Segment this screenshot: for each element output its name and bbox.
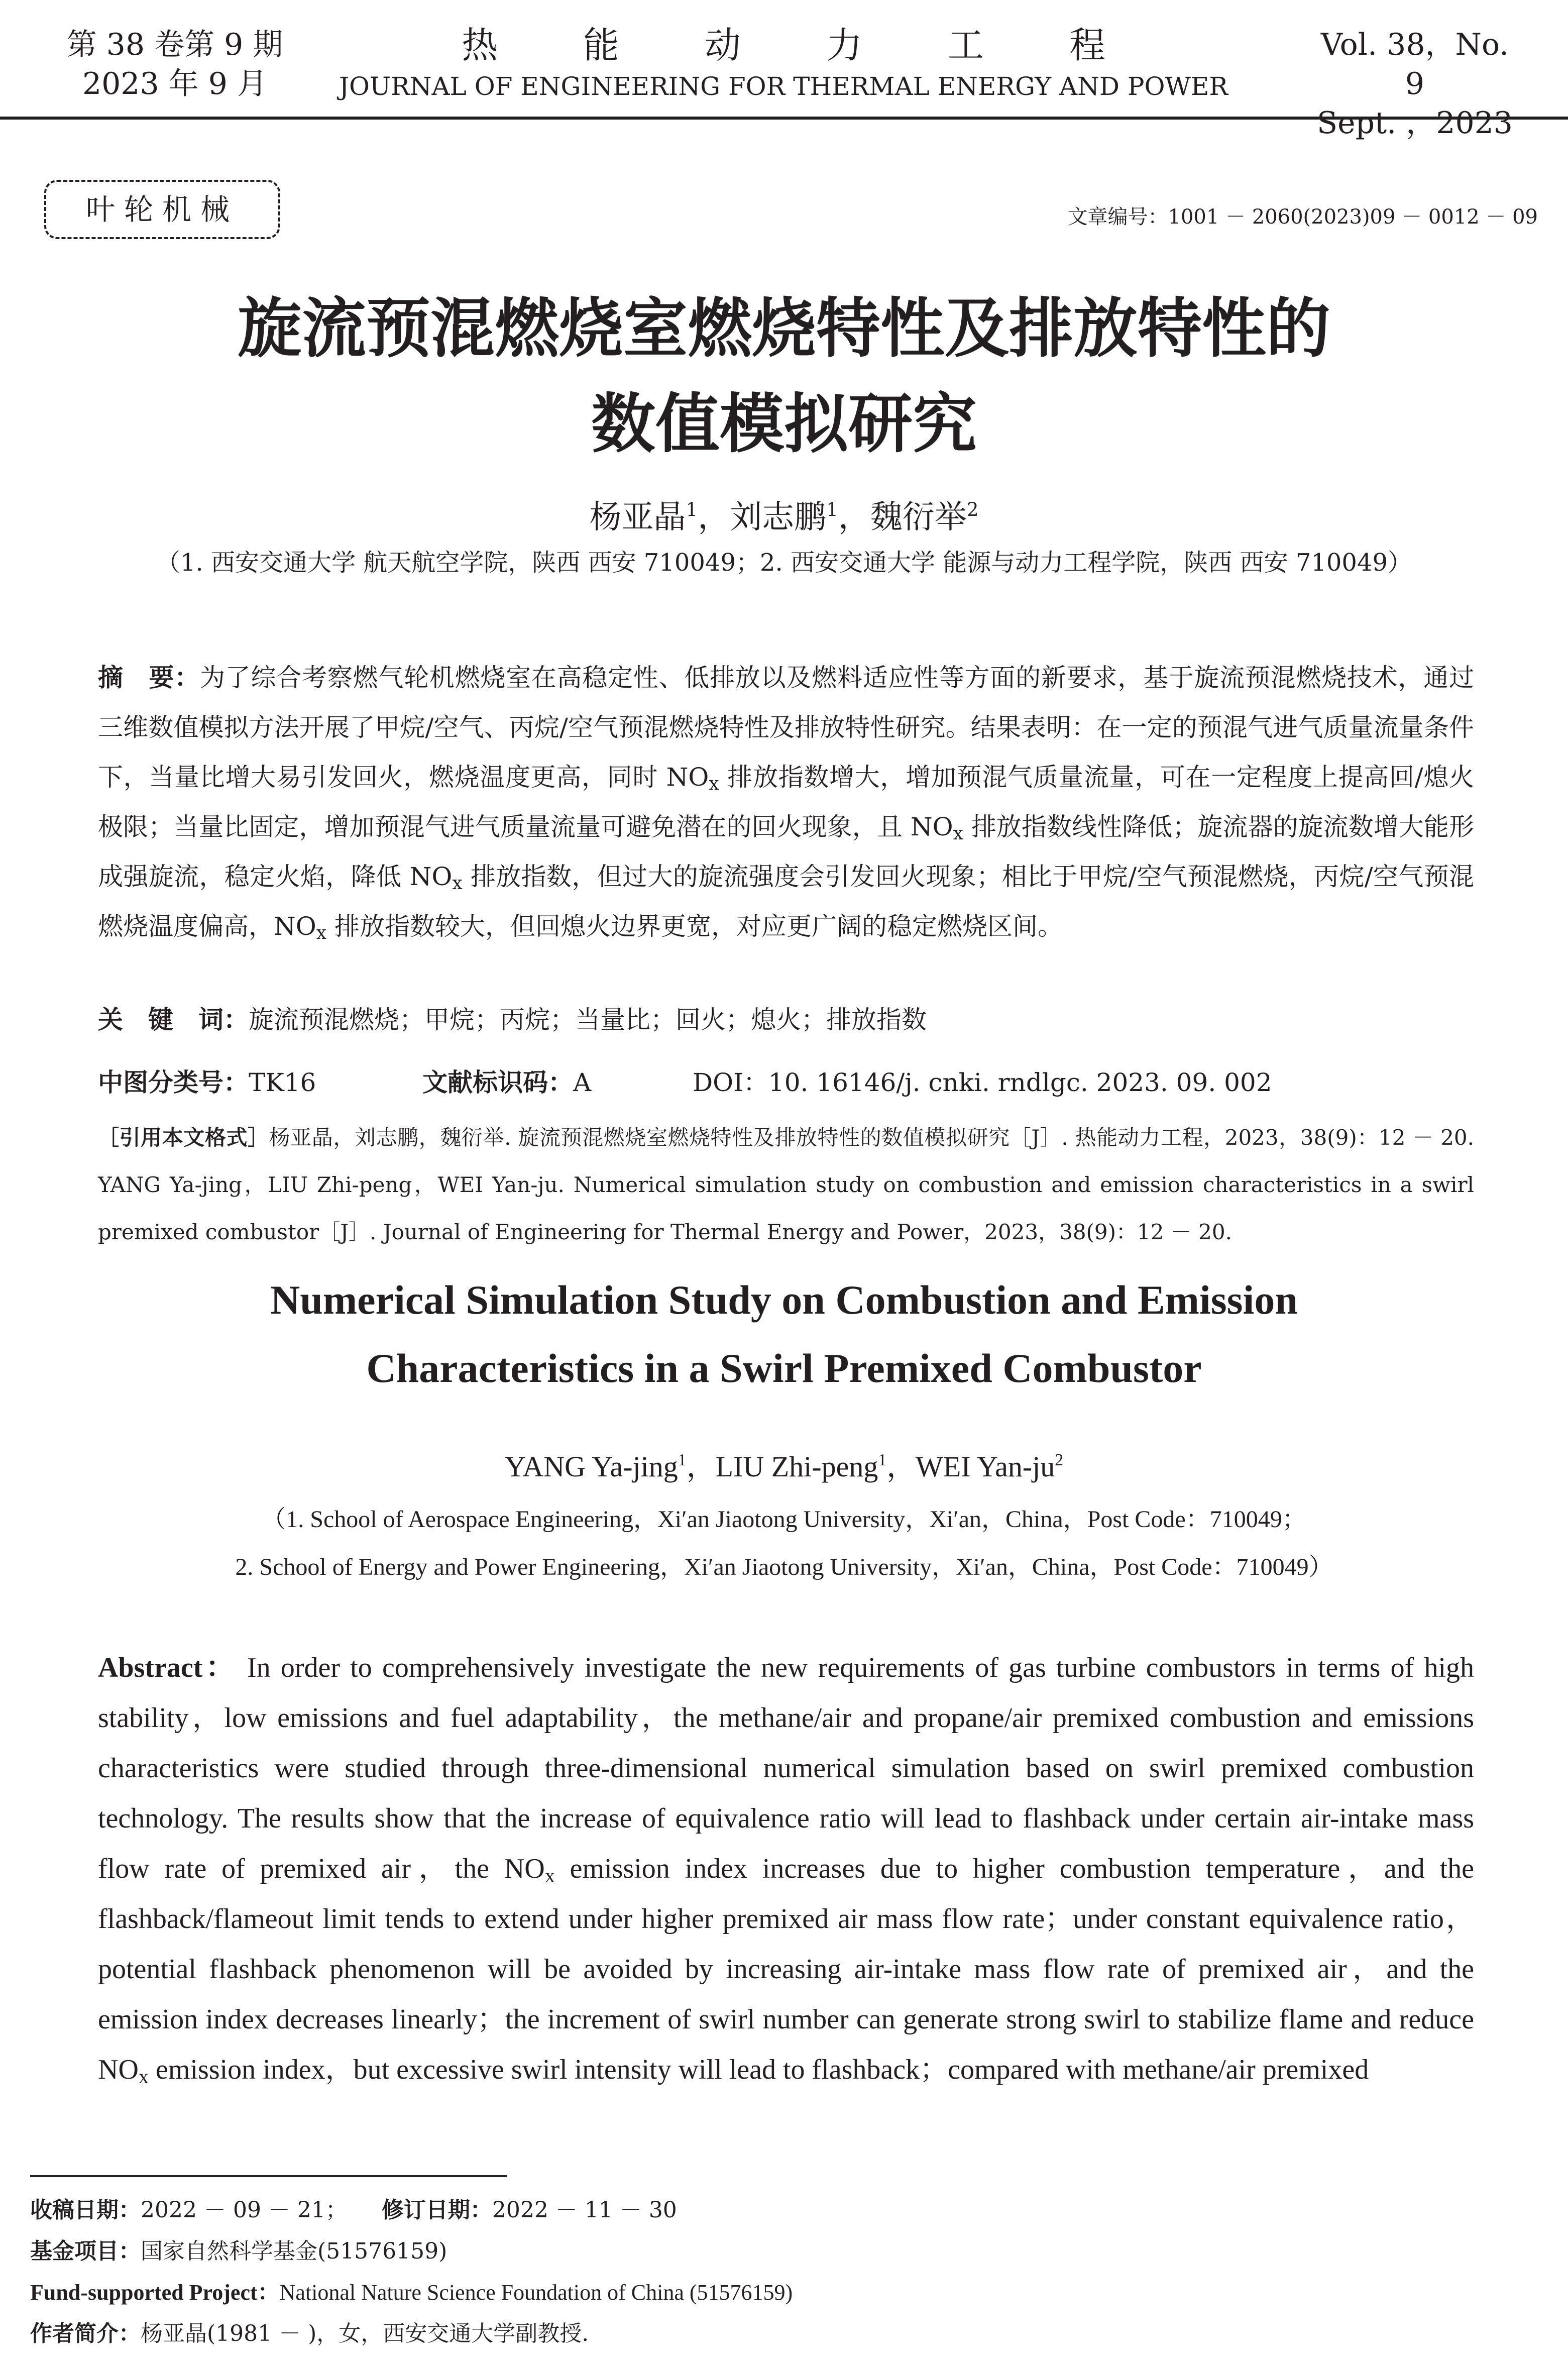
revised-label: 修订日期： xyxy=(381,2197,492,2223)
issue-info-cn xyxy=(64,25,285,103)
abstract-en xyxy=(98,1643,1474,2095)
journal-name-cn: 热能动力工程 xyxy=(461,24,1191,66)
affiliation-en-line1: （1. School of Aerospace Engineering，Xi′an Jiaotong University，Xi′an，China，Post Code：710049； xyxy=(262,1506,1306,1533)
citation-text: 杨亚晶，刘志鹏，魏衍举. 旋流预混燃烧室燃烧特性及排放特性的数值模拟研究［J］. 热能动力工程，2023，38(9)：12 － 20. YANG Ya-jing，LIU Zhi-peng，WEI Yan-ju. Numerical simulation study on combustion and emission characteristics in a swirl premixed combustor［J］. Journal of Engineering for Thermal Energy and Power，2023，38(9)：12 － 20. xyxy=(98,1125,1474,1244)
author-separator: ， xyxy=(838,499,870,536)
affiliation-en-line2: 2. School of Energy and Power Engineering，Xi′an Jiaotong University，Xi′an，China，Post Code：710049） xyxy=(235,1554,1333,1580)
revised-date: 2022 － 11 － 30 xyxy=(492,2197,677,2223)
title-en xyxy=(0,1266,1568,1403)
clc-label: 中图分类号： xyxy=(98,1068,249,1097)
authors-cn xyxy=(0,495,1568,540)
title-cn xyxy=(0,281,1568,472)
citation-label: ［引用本文格式］ xyxy=(98,1125,269,1150)
author-affil-mark: 1 xyxy=(686,498,698,520)
author-name: 魏衍举 xyxy=(870,499,967,536)
author-separator: ， xyxy=(698,499,730,536)
classification-row xyxy=(98,1065,1474,1100)
clc-value: TK16 xyxy=(249,1068,316,1097)
keywords-cn xyxy=(98,1002,1474,1037)
footnote-dates xyxy=(30,2195,677,2225)
title-en-line2: Characteristics in a Swirl Premixed Combustor xyxy=(366,1345,1202,1391)
volume-en: Vol. 38，No. 9 xyxy=(1320,27,1509,101)
nox-subscript: x xyxy=(709,773,719,794)
footnote-rule xyxy=(30,2175,507,2177)
author-name: LIU Zhi-peng xyxy=(715,1450,878,1483)
affiliations-cn: （1. 西安交通大学 航天航空学院，陕西 西安 710049；2. 西安交通大学 能源与动力工程学院，陕西 西安 710049） xyxy=(156,549,1412,577)
fund-en-label: Fund-supported Project： xyxy=(30,2280,280,2305)
nox-subscript: x xyxy=(138,2065,149,2088)
authors-en xyxy=(0,1447,1568,1487)
issue-number-cn: 第 38 卷第 9 期 xyxy=(66,27,283,62)
column-tag: 叶轮机械 xyxy=(44,180,280,239)
abstract-cn-text: 排放指数，但过大的旋流强度会引发回火现象；相比于甲烷/空气预混燃烧，丙烷/空气预混燃烧温度偏高，NO xyxy=(98,862,1474,941)
header-rule xyxy=(0,117,1568,120)
title-cn-line2: 数值模拟研究 xyxy=(591,387,977,462)
abstract-cn-label: 摘 要： xyxy=(98,663,200,692)
author-affil-mark: 1 xyxy=(678,1451,687,1470)
title-en-line1: Numerical Simulation Study on Combustion and Emission xyxy=(270,1277,1298,1323)
author-name: YANG Ya-jing xyxy=(504,1450,678,1483)
bio-text: 杨亚晶(1981 － )，女，西安交通大学副教授. xyxy=(141,2321,589,2346)
author-name: 杨亚晶 xyxy=(589,499,686,536)
doc-code-value: A xyxy=(573,1068,592,1097)
bio-label: 作者简介： xyxy=(30,2321,141,2346)
abstract-cn-text: 排放指数较大，但回熄火边界更宽，对应更广阔的稳定燃烧区间。 xyxy=(326,912,1063,941)
abstract-cn-text: 排放指数线性降低；旋流器的旋流数增大能形成强旋流，稳定火焰，降低 NO xyxy=(98,812,1474,891)
footnote-fund-en xyxy=(30,2278,793,2308)
fund-label: 基金项目： xyxy=(30,2238,141,2264)
abstract-cn xyxy=(98,653,1474,951)
issue-date-en: Sept. ，2023 xyxy=(1317,105,1513,141)
doi: DOI：10. 16146/j. cnki. rndlgc. 2023. 09. 002 xyxy=(693,1068,1272,1097)
fund-en-text: National Nature Science Foundation of China (51576159) xyxy=(279,2280,793,2305)
abstract-en-label: Abstract： xyxy=(98,1652,237,1683)
author-separator: ， xyxy=(686,1450,716,1483)
keywords-cn-label: 关 键 词： xyxy=(98,1005,249,1034)
received-label: 收稿日期： xyxy=(30,2197,141,2223)
nox-subscript: x xyxy=(452,873,463,894)
nox-subscript: x xyxy=(316,922,327,943)
nox-subscript: x xyxy=(953,823,963,844)
issue-info-en xyxy=(1314,25,1515,143)
author-affil-mark: 1 xyxy=(826,498,838,520)
citation xyxy=(98,1114,1474,1256)
doc-code-label: 文献标识码： xyxy=(422,1068,574,1097)
abstract-en-text: emission index increases due to higher combustion temperature，and the flashback/flameout limit tends to extend under higher premixed air mass flow rate；under constant equivalence ratio，potential flashback phenomenon will be avoided by increasing air-intake mass flow rate of premixed air，and the emission index decreases linearly；the increment of swirl number can generate strong swirl to stabilize flame and reduce NO xyxy=(98,1853,1474,2085)
issue-date-cn: 2023 年 9 月 xyxy=(82,66,268,101)
author-name: WEI Yan-ju xyxy=(916,1450,1055,1483)
author-separator: ， xyxy=(886,1450,916,1483)
article-number: 文章编号：1001 － 2060(2023)09 － 0012 － 09 xyxy=(1067,205,1538,229)
journal-masthead xyxy=(301,24,1266,104)
footnote-author-bio xyxy=(30,2319,589,2349)
abstract-cn-text: 排放指数增大，增加预混气质量流量，可在一定程度上提高回/熄火极限；当量比固定，增加预混气进气质量流量可避免潜在的回火现象，且 NO xyxy=(98,763,1474,841)
abstract-cn-text: 为了综合考察燃气轮机燃烧室在高稳定性、低排放以及燃料适应性等方面的新要求，基于旋流预混燃烧技术，通过三维数值模拟方法开展了甲烷/空气、丙烷/空气预混燃烧特性及排放特性研究。结果表明：在一定的预混气进气质量流量条件下，当量比增大易引发回火，燃烧温度更高，同时 NO xyxy=(98,663,1475,792)
keywords-cn-text: 旋流预混燃烧；甲烷；丙烷；当量比；回火；熄火；排放指数 xyxy=(249,1005,927,1034)
author-name: 刘志鹏 xyxy=(730,499,827,536)
footnote-fund-cn xyxy=(30,2236,447,2267)
author-affil-mark: 2 xyxy=(1055,1451,1064,1470)
title-cn-line1: 旋流预混燃烧室燃烧特性及排放特性的 xyxy=(237,291,1330,366)
journal-name-en: JOURNAL OF ENGINEERING FOR THERMAL ENERGY AND POWER xyxy=(339,72,1228,101)
fund-text: 国家自然科学基金(51576159) xyxy=(141,2238,447,2264)
abstract-en-text: In order to comprehensively investigate the new requirements of gas turbine combustors in terms of high stability，low emissions and fuel adaptability，the methane/air and propane/air premixed combustion and emissions characteristics were studied through three-dimensional numerical simulation based on swirl premixed combustion technology. The results show that the increase of equivalence ratio will lead to flashback under certain air-intake mass flow rate of premixed air，the NO xyxy=(98,1652,1474,1884)
author-affil-mark: 2 xyxy=(966,498,979,520)
nox-subscript: x xyxy=(544,1864,555,1887)
abstract-en-text: emission index，but excessive swirl intensity will lead to flashback；compared with methane/air premixed xyxy=(149,2054,1369,2085)
received-date: 2022 － 09 － 21； xyxy=(141,2197,348,2223)
author-affil-mark: 1 xyxy=(878,1451,887,1470)
